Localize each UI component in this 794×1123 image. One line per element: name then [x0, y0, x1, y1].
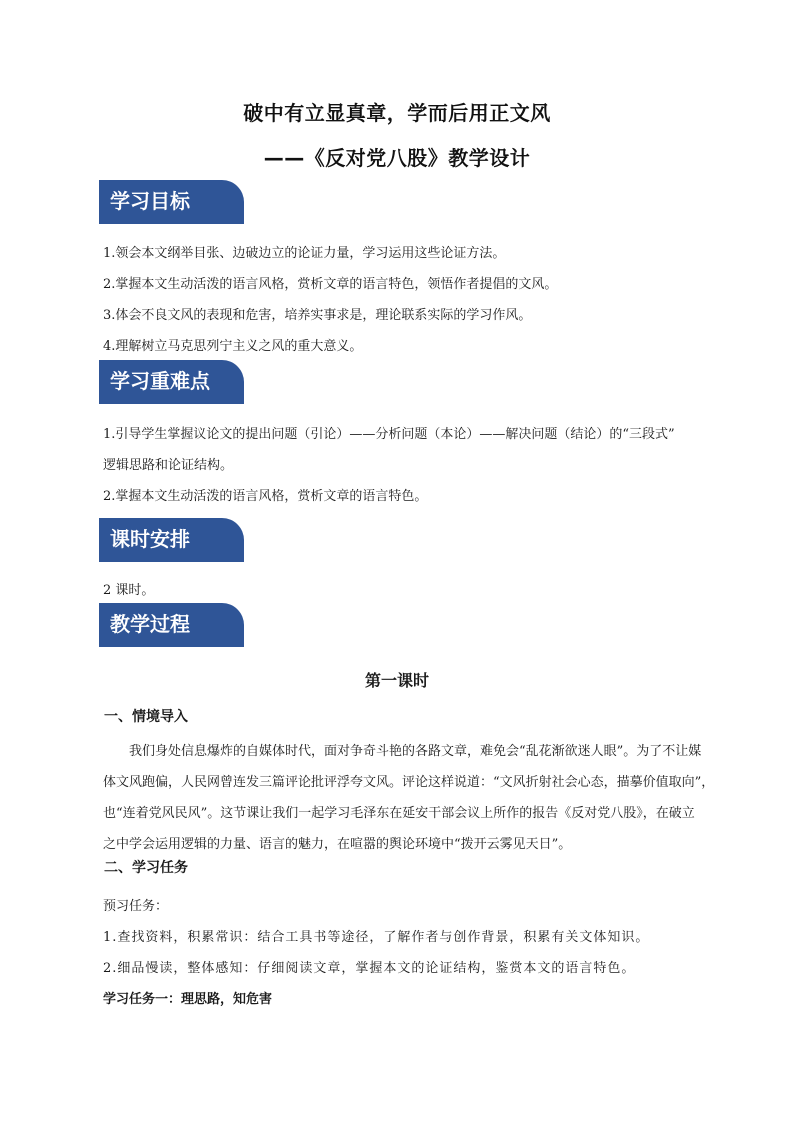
section-header-key-points: 学习重难点	[99, 360, 244, 404]
goal-item: 1.领会本文纲举目张、边破边立的论证力量，学习运用这些论证方法。	[103, 246, 506, 261]
lesson-title: 第一课时	[364, 671, 429, 690]
key-point-item: 2.掌握本文生动活泼的语言风格，赏析文章的语言特色。	[103, 489, 428, 504]
section-header-schedule: 课时安排	[99, 518, 244, 562]
part2-heading: 二、学习任务	[104, 860, 188, 876]
paragraph-line: 之中学会运用逻辑的力量、语言的魅力，在喧嚣的舆论环境中“拨开云雾见天日”。	[103, 837, 572, 852]
paragraph-line: 体文风跑偏，人民网曾连发三篇评论批评浮夸文风。评论这样说道：“文风折射社会心态，描摹价值取向”，	[103, 775, 715, 790]
schedule-text: 2 课时。	[103, 583, 155, 598]
goal-item: 2.掌握本文生动活泼的语言风格，赏析文章的语言特色，领悟作者提倡的文风。	[103, 277, 558, 292]
preview-label: 预习任务：	[103, 899, 169, 914]
preview-item: 2.细品慢读，整体感知：仔细阅读文章，掌握本文的论证结构，鉴赏本文的语言特色。	[103, 961, 636, 976]
section-header-process: 教学过程	[99, 603, 244, 647]
key-point-item: 逻辑思路和论证结构。	[103, 458, 234, 473]
goal-item: 4.理解树立马克思列宁主义之风的重大意义。	[103, 339, 363, 354]
paragraph-line: 我们身处信息爆炸的自媒体时代，面对争奇斗艳的各路文章，难免会“乱花渐欲迷人眼”。为了不让媒	[129, 744, 702, 759]
preview-item: 1.查找资料，积累常识：结合工具书等途径，了解作者与创作背景，积累有关文体知识。	[103, 930, 650, 945]
section-header-goals: 学习目标	[99, 180, 244, 224]
document-subtitle: ——《反对党八股》教学设计	[263, 146, 531, 170]
part1-heading: 一、情境导入	[104, 709, 188, 725]
paragraph-line: 也“连着党风民风”。这节课让我们一起学习毛泽东在延安干部会议上所作的报告《反对党八股》，在破立	[103, 806, 695, 821]
document-title: 破中有立显真章，学而后用正文风	[243, 101, 551, 125]
task1-heading: 学习任务一：理思路，知危害	[103, 992, 273, 1007]
key-point-item: 1.引导学生掌握议论文的提出问题（引论）——分析问题（本论）——解决问题（结论）的“三段式”	[103, 427, 675, 442]
goal-item: 3.体会不良文风的表现和危害，培养实事求是，理论联系实际的学习作风。	[103, 308, 532, 323]
